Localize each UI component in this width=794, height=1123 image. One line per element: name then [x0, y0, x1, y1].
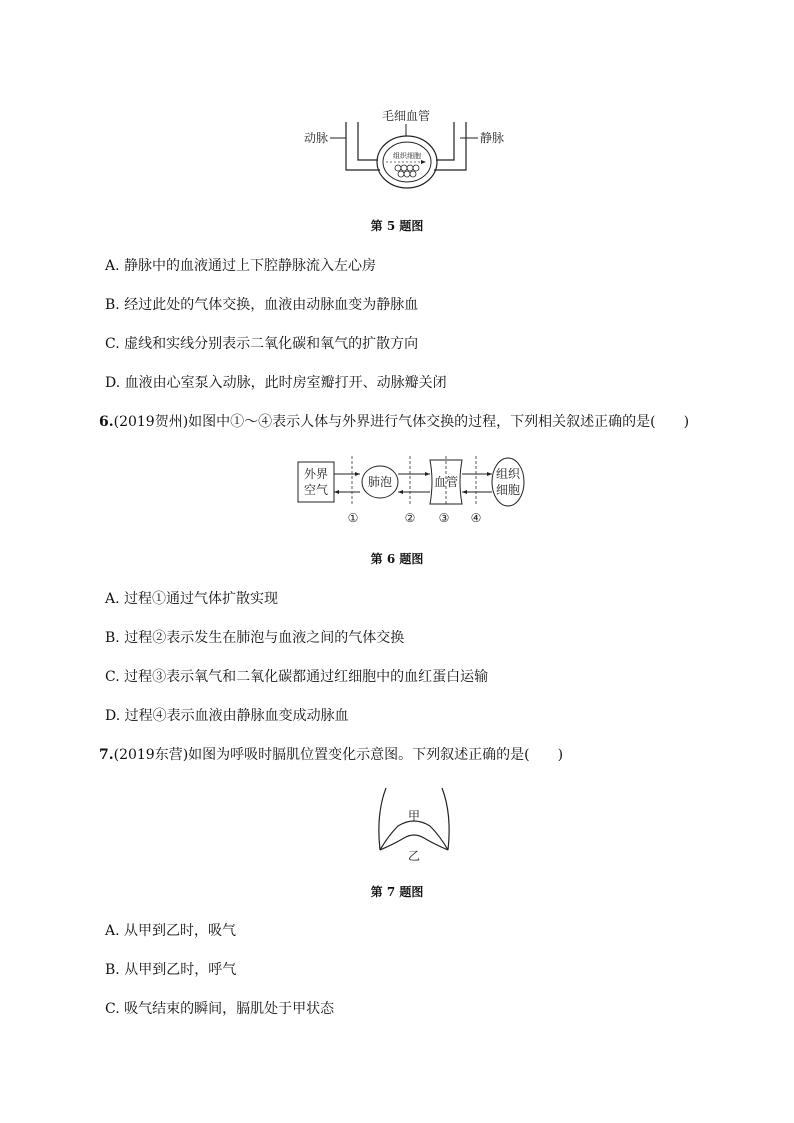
vessel-text: 血管: [433, 475, 459, 489]
process-mark-3: ③: [438, 511, 450, 525]
figure-6-gas-exchange-diagram: [296, 456, 526, 528]
capillary-label: 毛细血管: [381, 109, 431, 123]
q6-option-d: D. 过程④表示血液由静脉血变成动脉血: [105, 708, 349, 724]
alveoli-text: 肺泡: [367, 475, 393, 489]
q5-option-d: D. 血液由心室泵入动脉，此时房室瓣打开、动脉瓣关闭: [105, 375, 447, 391]
q6-stem: 6.(2019贺州)如图中①～④表示人体与外界进行气体交换的过程，下列相关叙述正确的是( ): [99, 414, 690, 430]
q7-option-b: B. 从甲到乙时，呼气: [105, 962, 237, 978]
tissue-cell-text-1: 组织: [495, 467, 521, 481]
process-mark-1: ①: [347, 511, 359, 525]
q5-option-a: A. 静脉中的血液通过上下腔静脉流入左心房: [105, 258, 377, 274]
artery-label: 动脉: [304, 131, 329, 145]
q7-stem: 7.(2019东营)如图为呼吸时膈肌位置变化示意图。下列叙述正确的是( ): [99, 747, 564, 763]
q7-option-c: C. 吸气结束的瞬间，膈肌处于甲状态: [105, 1001, 335, 1017]
vein-label: 静脉: [480, 131, 505, 145]
figure-6-caption: 第 6 题图: [370, 552, 424, 566]
figure-7-caption: 第 7 题图: [370, 885, 424, 899]
tissue-cell-text-2: 细胞: [495, 483, 521, 497]
figure-5-caption: 第 5 题图: [370, 219, 424, 233]
q6-option-b: B. 过程②表示发生在肺泡与血液之间的气体交换: [105, 630, 405, 646]
q6-option-a: A. 过程①通过气体扩散实现: [105, 591, 279, 607]
outside-air-text-1: 外界: [303, 467, 329, 481]
q5-option-b: B. 经过此处的气体交换，血液由动脉血变为静脉血: [105, 297, 419, 313]
q7-option-a: A. 从甲到乙时，吸气: [105, 923, 237, 939]
figure-5-capillary-diagram: [300, 100, 530, 200]
process-mark-2: ②: [404, 511, 416, 525]
yi-label: 乙: [407, 849, 421, 863]
tissue-cell-label: 组织细胞: [393, 152, 421, 160]
figure-7-diaphragm-diagram: [374, 784, 454, 864]
outside-air-text-2: 空气: [303, 483, 329, 497]
process-mark-4: ④: [470, 511, 482, 525]
jia-label: 甲: [407, 809, 421, 823]
q6-option-c: C. 过程③表示氧气和二氧化碳都通过红细胞中的血红蛋白运输: [105, 669, 489, 685]
q5-option-c: C. 虚线和实线分别表示二氧化碳和氧气的扩散方向: [105, 336, 419, 352]
